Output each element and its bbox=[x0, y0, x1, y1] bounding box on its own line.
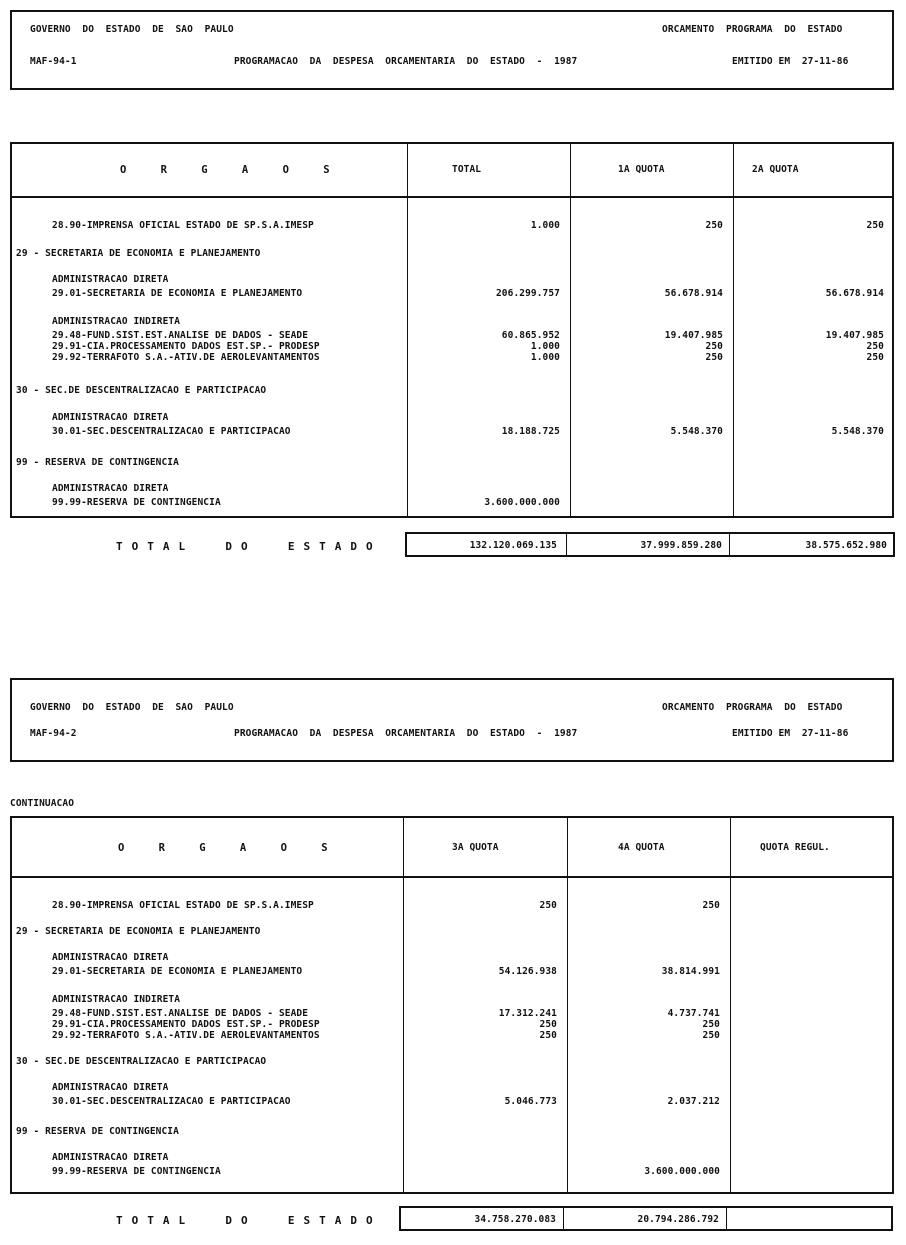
row-value-1: 5.046.773 bbox=[504, 1096, 557, 1107]
page1-gov-title: GOVERNO DO ESTADO DE SAO PAULO bbox=[30, 24, 234, 35]
page1-col-total: TOTAL bbox=[452, 164, 482, 175]
row-value-2: 2.037.212 bbox=[667, 1096, 720, 1107]
row-value-3: 56.678.914 bbox=[825, 288, 884, 299]
table-row bbox=[12, 900, 892, 911]
row-value-3: 19.407.985 bbox=[825, 330, 884, 341]
page2-gov-title: GOVERNO DO ESTADO DE SAO PAULO bbox=[30, 702, 234, 713]
page1-subtitle: PROGRAMACAO DA DESPESA ORCAMENTARIA DO ESTADO - 1987 bbox=[234, 56, 578, 67]
table-row bbox=[12, 1126, 892, 1137]
page1-program-title: ORCAMENTO PROGRAMA DO ESTADO bbox=[662, 24, 843, 35]
table-row bbox=[12, 1166, 892, 1177]
row-value-2: 5.548.370 bbox=[670, 426, 723, 437]
row-value-1: 3.600.000.000 bbox=[484, 497, 560, 508]
row-value-2: 19.407.985 bbox=[664, 330, 723, 341]
row-value-2: 250 bbox=[702, 1030, 720, 1041]
row-label: 28.90-IMPRENSA OFICIAL ESTADO DE SP.S.A.IMESP bbox=[52, 220, 314, 231]
row-label: 29.92-TERRAFOTO S.A.-ATIV.DE AEROLEVANTAMENTOS bbox=[52, 352, 320, 363]
row-value-2: 250 bbox=[705, 341, 723, 352]
table-row bbox=[12, 288, 892, 299]
table-row bbox=[12, 1056, 892, 1067]
page2-header-box bbox=[10, 678, 894, 762]
table-row bbox=[12, 483, 892, 494]
row-label: 99 - RESERVA DE CONTINGENCIA bbox=[16, 457, 179, 468]
page2-col-quota3: 3A QUOTA bbox=[452, 842, 499, 853]
page1-code: MAF-94-1 bbox=[30, 56, 77, 67]
row-value-2: 250 bbox=[702, 1019, 720, 1030]
row-value-1: 1.000 bbox=[530, 220, 560, 231]
table-row bbox=[12, 497, 892, 508]
table-row bbox=[12, 952, 892, 963]
row-label: 99.99-RESERVA DE CONTINGENCIA bbox=[52, 1166, 221, 1177]
row-label: ADMINISTRACAO DIRETA bbox=[52, 1082, 169, 1093]
row-value-2: 4.737.741 bbox=[667, 1008, 720, 1019]
page2-program-title: ORCAMENTO PROGRAMA DO ESTADO bbox=[662, 702, 843, 713]
page1-total-label: TOTAL DO ESTADO bbox=[116, 540, 382, 553]
row-label: 29.91-CIA.PROCESSAMENTO DADOS EST.SP.- PRODESP bbox=[52, 1019, 320, 1030]
table-row bbox=[12, 385, 892, 396]
row-label: 29.01-SECRETARIA DE ECONOMIA E PLANEJAMENTO bbox=[52, 288, 303, 299]
table-row bbox=[12, 1082, 892, 1093]
table-row bbox=[12, 330, 892, 341]
row-label: 29.48-FUND.SIST.EST.ANALISE DE DADOS - SEADE bbox=[52, 1008, 309, 1019]
page2-subtitle: PROGRAMACAO DA DESPESA ORCAMENTARIA DO ESTADO - 1987 bbox=[234, 728, 578, 739]
row-value-3: 5.548.370 bbox=[831, 426, 884, 437]
page1-total-box bbox=[405, 532, 895, 557]
row-label: ADMINISTRACAO INDIRETA bbox=[52, 994, 181, 1005]
page1-table bbox=[10, 142, 894, 518]
table-row bbox=[12, 1019, 892, 1030]
row-value-1: 54.126.938 bbox=[498, 966, 557, 977]
page2-total-label: TOTAL DO ESTADO bbox=[116, 1214, 382, 1227]
table-row bbox=[12, 1096, 892, 1107]
table-row bbox=[12, 412, 892, 423]
page2-total-box bbox=[399, 1206, 893, 1231]
row-label: 29 - SECRETARIA DE ECONOMIA E PLANEJAMENTO bbox=[16, 248, 261, 259]
page2-code: MAF-94-2 bbox=[30, 728, 77, 739]
page2-total-quota-regul bbox=[726, 1208, 884, 1229]
table-row bbox=[12, 1152, 892, 1163]
row-label: 28.90-IMPRENSA OFICIAL ESTADO DE SP.S.A.IMESP bbox=[52, 900, 314, 911]
row-value-2: 250 bbox=[705, 220, 723, 231]
table-row bbox=[12, 1008, 892, 1019]
table-row bbox=[12, 341, 892, 352]
table-row bbox=[12, 220, 892, 231]
table-row bbox=[12, 457, 892, 468]
page2-total-quota4: 20.794.286.792 bbox=[637, 1214, 719, 1225]
page1-col-quota2: 2A QUOTA bbox=[752, 164, 799, 175]
table-row bbox=[12, 248, 892, 259]
row-label: ADMINISTRACAO DIRETA bbox=[52, 952, 169, 963]
row-value-2: 250 bbox=[705, 352, 723, 363]
row-value-1: 250 bbox=[539, 1019, 557, 1030]
page2-emitted-date: EMITIDO EM 27-11-86 bbox=[732, 728, 849, 739]
table-row bbox=[12, 352, 892, 363]
page1-total-quota1: 37.999.859.280 bbox=[640, 540, 722, 551]
row-value-1: 250 bbox=[539, 1030, 557, 1041]
page1-total-value: 132.120.069.135 bbox=[469, 540, 557, 551]
row-label: ADMINISTRACAO INDIRETA bbox=[52, 316, 181, 327]
page2-table bbox=[10, 816, 894, 1194]
row-label: 30.01-SEC.DESCENTRALIZACAO E PARTICIPACAO bbox=[52, 426, 291, 437]
table-row bbox=[12, 426, 892, 437]
row-label: ADMINISTRACAO DIRETA bbox=[52, 483, 169, 494]
table-row bbox=[12, 994, 892, 1005]
row-label: 99.99-RESERVA DE CONTINGENCIA bbox=[52, 497, 221, 508]
row-label: 29.91-CIA.PROCESSAMENTO DADOS EST.SP.- PRODESP bbox=[52, 341, 320, 352]
row-label: ADMINISTRACAO DIRETA bbox=[52, 412, 169, 423]
row-value-1: 1.000 bbox=[530, 341, 560, 352]
row-label: ADMINISTRACAO DIRETA bbox=[52, 274, 169, 285]
page1-col-orgaos: O R G A O S bbox=[120, 164, 344, 176]
page2-col-quota-regul: QUOTA REGUL. bbox=[760, 842, 830, 853]
row-value-2: 56.678.914 bbox=[664, 288, 723, 299]
row-value-1: 250 bbox=[539, 900, 557, 911]
row-label: 30.01-SEC.DESCENTRALIZACAO E PARTICIPACAO bbox=[52, 1096, 291, 1107]
table-row bbox=[12, 316, 892, 327]
page1-emitted-date: EMITIDO EM 27-11-86 bbox=[732, 56, 849, 67]
page1-col-quota1: 1A QUOTA bbox=[618, 164, 665, 175]
row-value-3: 250 bbox=[866, 341, 884, 352]
row-value-2: 38.814.991 bbox=[661, 966, 720, 977]
table-row bbox=[12, 274, 892, 285]
row-value-1: 1.000 bbox=[530, 352, 560, 363]
row-label: 99 - RESERVA DE CONTINGENCIA bbox=[16, 1126, 179, 1137]
row-label: 30 - SEC.DE DESCENTRALIZACAO E PARTICIPACAO bbox=[16, 385, 267, 396]
page1-header-box bbox=[10, 10, 894, 90]
row-value-1: 60.865.952 bbox=[501, 330, 560, 341]
row-value-1: 17.312.241 bbox=[498, 1008, 557, 1019]
row-value-2: 250 bbox=[702, 900, 720, 911]
row-label: 29 - SECRETARIA DE ECONOMIA E PLANEJAMENTO bbox=[16, 926, 261, 937]
row-value-3: 250 bbox=[866, 220, 884, 231]
row-label: ADMINISTRACAO DIRETA bbox=[52, 1152, 169, 1163]
page1-total-quota2: 38.575.652.980 bbox=[805, 540, 887, 551]
table-row bbox=[12, 966, 892, 977]
table-row bbox=[12, 926, 892, 937]
row-label: 29.48-FUND.SIST.EST.ANALISE DE DADOS - SEADE bbox=[52, 330, 309, 341]
row-label: 29.01-SECRETARIA DE ECONOMIA E PLANEJAMENTO bbox=[52, 966, 303, 977]
page2-continuation: CONTINUACAO bbox=[10, 798, 75, 809]
row-value-1: 18.188.725 bbox=[501, 426, 560, 437]
page2-col-quota4: 4A QUOTA bbox=[618, 842, 665, 853]
page2-total-quota3: 34.758.270.083 bbox=[474, 1214, 556, 1225]
row-label: 29.92-TERRAFOTO S.A.-ATIV.DE AEROLEVANTAMENTOS bbox=[52, 1030, 320, 1041]
row-value-1: 206.299.757 bbox=[495, 288, 560, 299]
table-row bbox=[12, 1030, 892, 1041]
row-value-2: 3.600.000.000 bbox=[644, 1166, 720, 1177]
row-value-3: 250 bbox=[866, 352, 884, 363]
row-label: 30 - SEC.DE DESCENTRALIZACAO E PARTICIPACAO bbox=[16, 1056, 267, 1067]
page2-col-orgaos: O R G A O S bbox=[118, 842, 342, 854]
